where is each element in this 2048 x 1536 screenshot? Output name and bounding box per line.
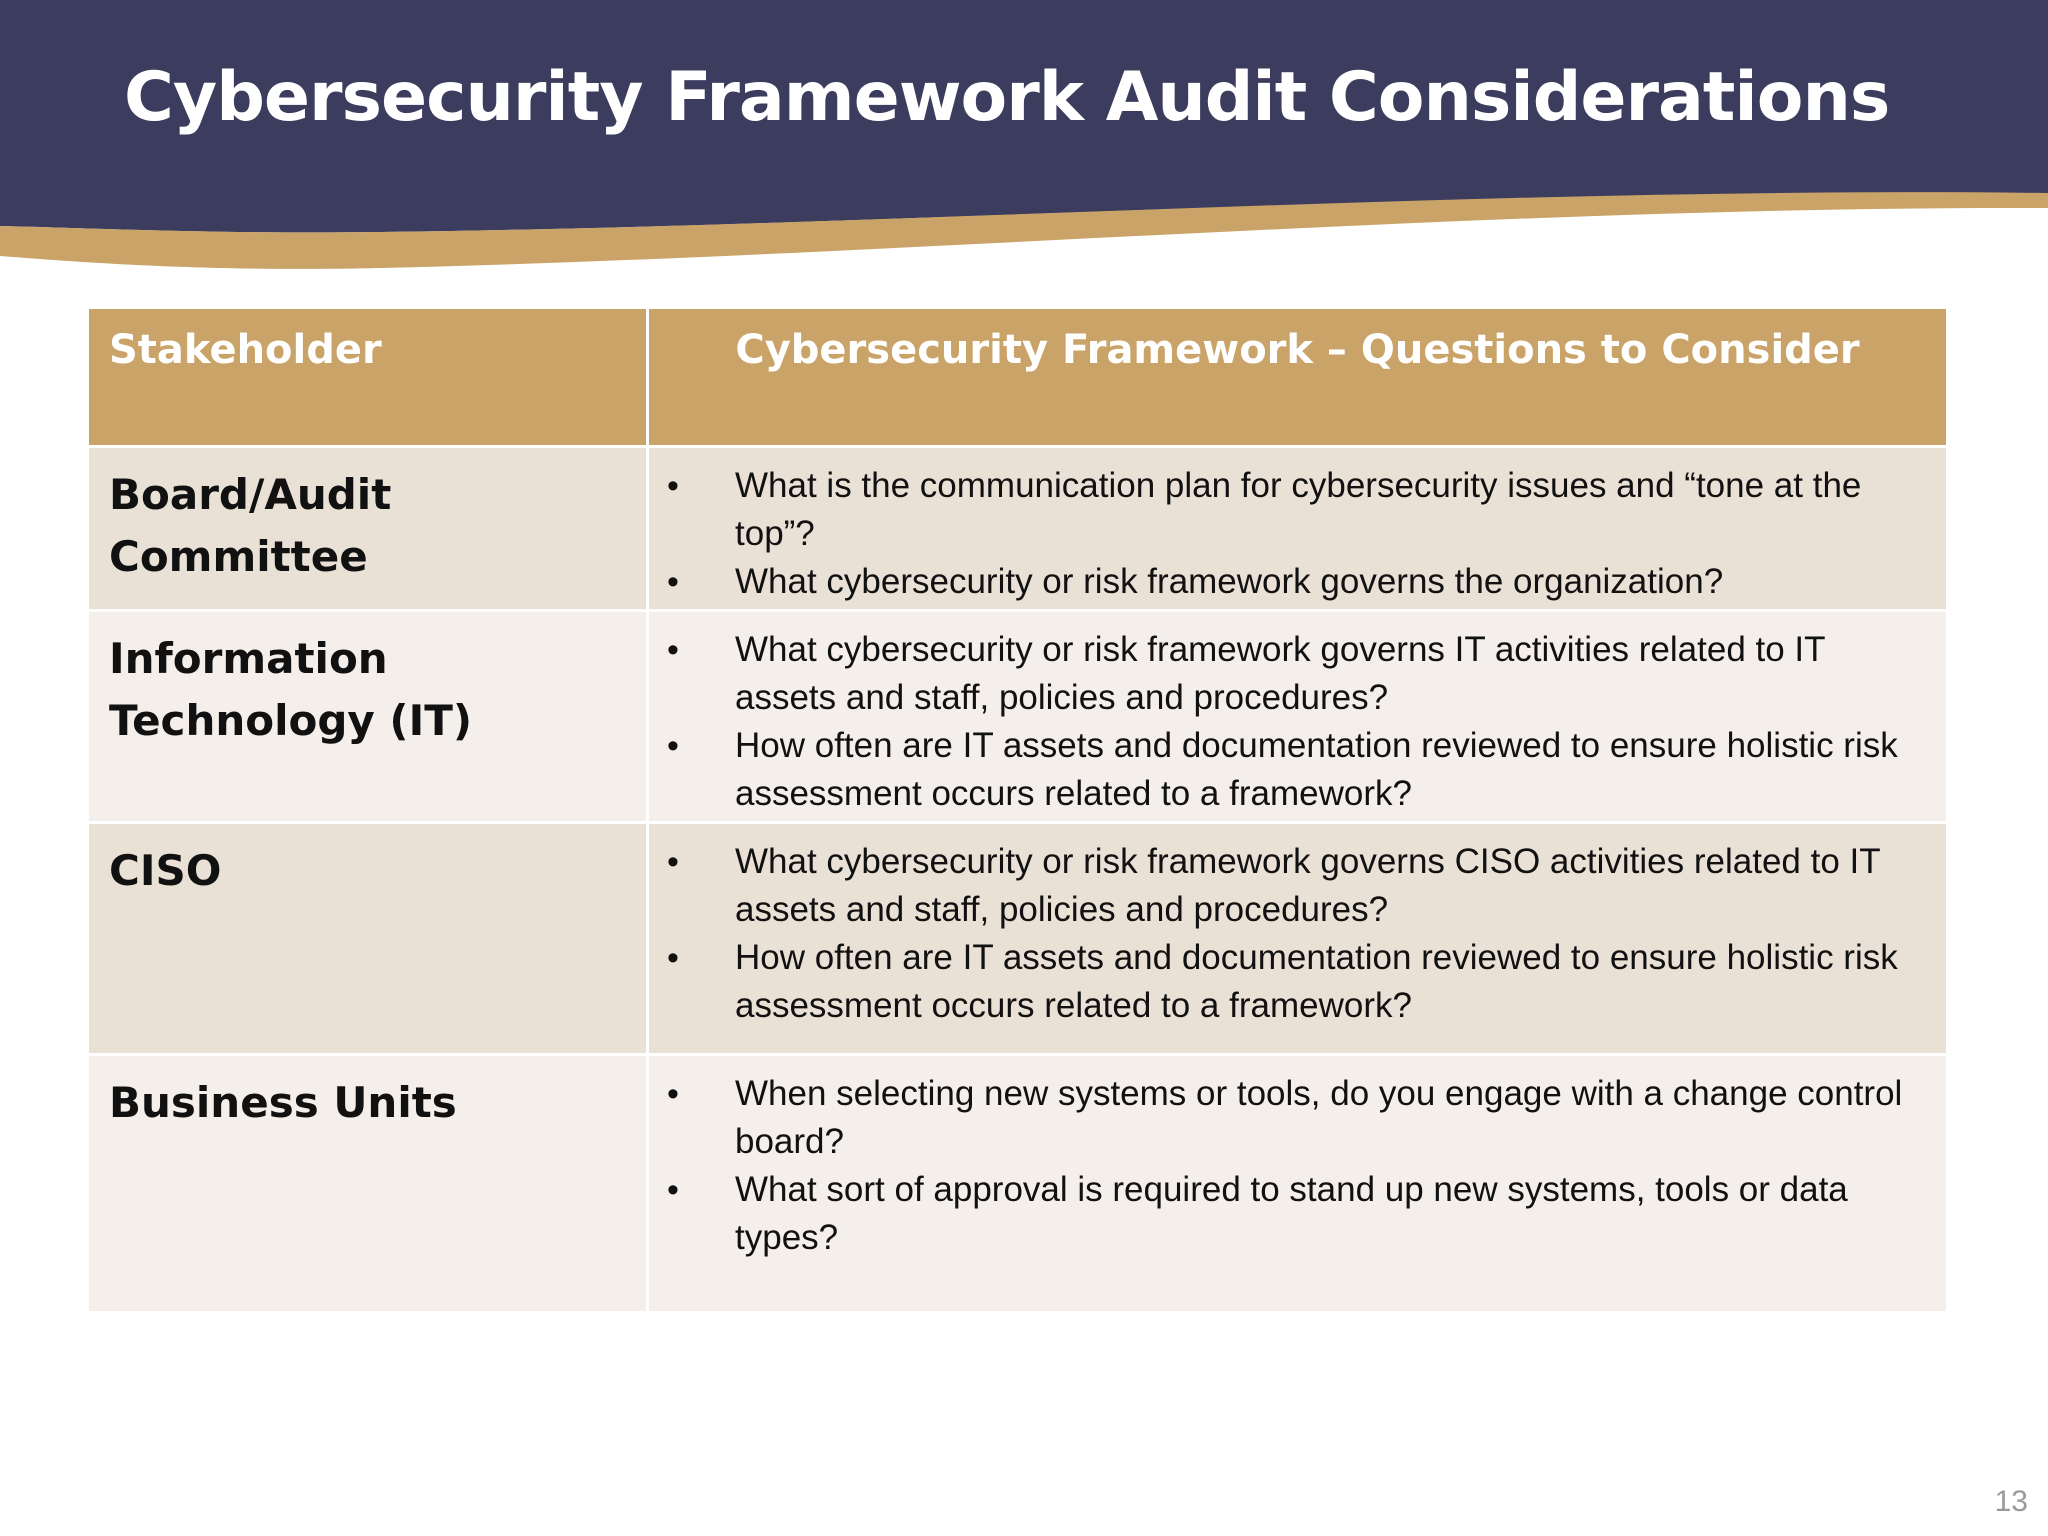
bullet-icon: • (667, 631, 679, 669)
table-header-row (88, 308, 1948, 447)
bullet-icon: • (667, 939, 679, 977)
bullet-icon: • (667, 1075, 679, 1113)
page-number: 13 (1994, 1485, 2028, 1518)
question-item: • What cybersecurity or risk framework governs the organization? (649, 558, 1928, 606)
header-questions: Cybersecurity Framework – Questions to Consider (648, 308, 1948, 447)
bullet-icon: • (667, 727, 679, 765)
questions-cell (648, 823, 1948, 1055)
bullet-icon: • (667, 1171, 679, 1209)
questions-cell (648, 1055, 1948, 1313)
question-item: • What cybersecurity or risk framework governs IT activities related to IT assets and staff, policies and procedures? (649, 626, 1928, 722)
slide-title: Cybersecurity Framework Audit Considerations (124, 58, 1890, 137)
table-row (88, 611, 1948, 823)
considerations-table (86, 306, 1949, 1314)
header-banner (0, 0, 2048, 280)
header-wave-graphic (0, 0, 2048, 280)
bullet-icon: • (667, 563, 679, 601)
question-item: • How often are IT assets and documentation reviewed to ensure holistic risk assessment occurs related to a framework? (649, 722, 1928, 818)
bullet-icon: • (667, 843, 679, 881)
table-row (88, 1055, 1948, 1313)
question-list (649, 462, 1928, 606)
table-row (88, 823, 1948, 1055)
table-row (88, 447, 1948, 611)
question-list (649, 838, 1928, 1030)
stakeholder-cell: Information Technology (IT) (88, 611, 648, 823)
question-item: • What is the communication plan for cybersecurity issues and “tone at the top”? (649, 462, 1928, 558)
question-list (649, 1070, 1928, 1262)
questions-cell (648, 611, 1948, 823)
stakeholder-cell: Board/Audit Committee (88, 447, 648, 611)
question-item: • How often are IT assets and documentation reviewed to ensure holistic risk assessment occurs related to a framework? (649, 934, 1928, 1030)
question-list (649, 626, 1928, 818)
question-item: • When selecting new systems or tools, do you engage with a change control board? (649, 1070, 1928, 1166)
question-item: • What sort of approval is required to stand up new systems, tools or data types? (649, 1166, 1928, 1262)
stakeholder-cell: Business Units (88, 1055, 648, 1313)
bullet-icon: • (667, 467, 679, 505)
header-stakeholder: Stakeholder (88, 308, 648, 447)
question-item: • What cybersecurity or risk framework governs CISO activities related to IT assets and staff, policies and procedures? (649, 838, 1928, 934)
stakeholder-cell: CISO (88, 823, 648, 1055)
questions-cell (648, 447, 1948, 611)
